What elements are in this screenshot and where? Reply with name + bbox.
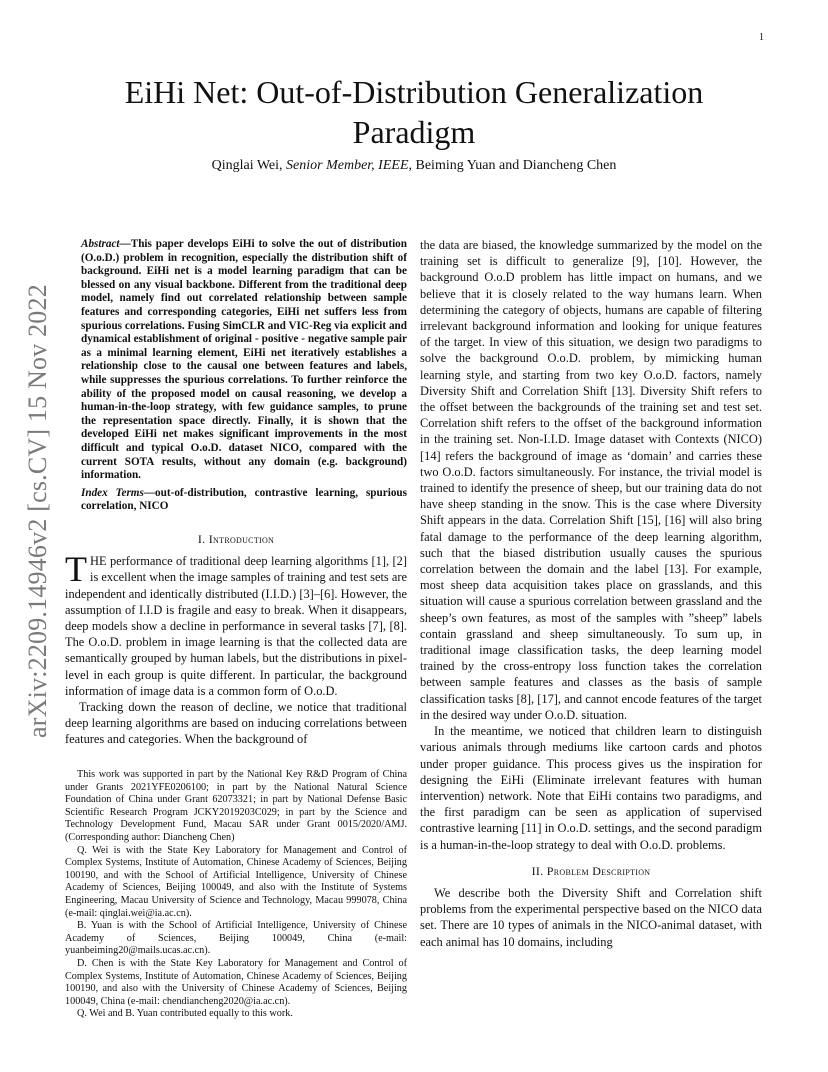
paper-title: EiHi Net: Out-of-Distribution Generalization Paradigm [124, 74, 704, 150]
right-paragraph-1: the data are biased, the knowledge summarized by the model on the training set is difficult to generalize [9], [10]. However, the background O.o.D problem has little impact on humans, and we believe that it is closely related to the way humans learn. When determining the category of objects, humans are capable of filtering irrelevant background information and looking for unique features of the target. In view of this situation, we design two paradigms to solve the background O.o.D. problem, by mimicking human learning style, and starting from two key O.o.D. factors, namely Diversity Shift and Correlation Shift [13]. Diversity Shift refers to the offset between the backgrounds of the training set and test set. Correlation shift refers to the offset of the background information in the training set. Non-I.I.D. Image dataset with Contexts (NICO) [14] refers the background of image as ‘domain’ and carries these two O.o.D. factors simultaneously. For instance, the trivial model is trained to identify the presence of sheep, but our training data do not have sheep standing in the snow. This is the case where Diversity Shift appears in the data. Correlation Shift [15], [16] will also bring fatal damage to the performance of the deep learning algorithm, such that the biased distribution usually causes the spurious correlation between the domain and the label [13]. For example, most sheep data acquisition takes place on grasslands, and this situation will cause a spurious correlation between grassland and the sheep’s own features, as most of the samples with ”sheep” labels contain grassland and sheep simultaneously. To sum up, in traditional image classification tasks, the deep learning model trained by the cross-entropy loss function takes the correlation between sample features and classes as the basis of sample classification tasks [8], [17], and cannot encode features of the target in the desired way under O.o.D. situation. [420, 238, 762, 722]
right-column [420, 237, 762, 950]
footnote-equal: Q. Wei and B. Yuan contributed equally to this work. [77, 1008, 293, 1020]
index-terms-text: —out-of-distribution, contrastive learning, spurious correlation, NICO [81, 486, 407, 513]
footnotes [65, 769, 407, 1021]
footnote-chen: D. Chen is with the State Key Laboratory for Management and Control of Complex Systems, Institute of Automation, Chinese Academy of Sciences, Beijing 100190, and also with the University of Chinese Academy of Sciences, Beijing 100049, China (e-mail: chendiancheng2020@ia.ac.cn). [65, 957, 407, 1007]
index-terms-lead: Index Terms [81, 486, 144, 499]
problem-paragraph-1: We describe both the Diversity Shift and Correlation shift problems from the experimental perspective based on the NICO data set. There are 10 types of animals in the NICO-animal dataset, with each animal has 10 domains, including [420, 885, 762, 949]
author-line [0, 158, 828, 174]
author-rest: Beiming Yuan and Diancheng Chen [415, 158, 617, 173]
author-first: Qinglai Wei, [211, 158, 283, 173]
right-paragraph-2: In the meantime, we noticed that children learn to distinguish various animals through mediums like cartoon cards and photos under proper guidance. This process gives us the inspiration for designing the EiHi (Eliminate irrelevant features with human intervention) network. Note that EiHi contains two paradigms, and the first paradigm can be seen as application of supervised contrastive learning [11] in O.o.D. settings, and the second paradigm is a human-in-the-loop strategy to deal with O.o.D. problems. [420, 724, 762, 852]
author-first-role: Senior Member, IEEE, [286, 158, 412, 173]
footnote-yuan: B. Yuan is with the School of Artificial Intelligence, University of Chinese Academy of Sciences, Beijing 100049, China (e-mail: yuanbeiming20@mails.ucas.ac.cn). [65, 920, 407, 957]
footnote-funding: This work was supported in part by the National Key R&D Program of China under Grants 2021YFE0206100; in part by the National Natural Science Foundation of China under Grant 62073321; in part by National Defense Basic Scientific Research Program JCKY2019203C029; in part by the Science and Technology Development Fund, Macau SAR under Grant 0015/2020/AMJ. (Corresponding author: Diancheng Chen) [65, 769, 407, 843]
introduction-section [65, 531, 407, 748]
intro-paragraph-1: HE performance of traditional deep learning algorithms [1], [2] is excellent when the image samples of training and test sets are independent and identically distributed (I.I.D.) [3]–[6]. However, the assumption of I.I.D is fragile and easy to break. When it disappears, deep models show a decline in performance in several tasks [7], [8]. The O.o.D. problem in image learning is that the collected data are semantically grouped by human labels, but the distributions in pixel-level in each group is quite different. In particular, the background information of image data is a common form of O.o.D. [65, 554, 407, 698]
footnote-wei: Q. Wei is with the State Key Laboratory for Management and Control of Complex Systems, Institute of Automation, Chinese Academy of Sciences, Beijing 100190, and with the School of Artificial Intelligence, University of Chinese Academy of Sciences, Beijing 100049, and also with the Institute of Systems Engineering, Macau University of Science and Technology, Macau 999078, China (e-mail: qinglai.wei@ia.ac.cn). [65, 844, 407, 919]
abstract-lead: Abstract [81, 238, 120, 250]
intro-dropcap: T [65, 549, 87, 590]
intro-paragraph-2: Tracking down the reason of decline, we notice that traditional deep learning algorithms are based on inducing correlations between features and categories. When the background of [65, 700, 407, 747]
abstract-block [65, 238, 407, 514]
page-number: 1 [759, 32, 764, 43]
introduction-heading: I. Introduction [197, 532, 275, 546]
abstract-text: —This paper develops EiHi to solve the out of distribution (O.o.D.) problem in recognition, especially the distribution shift of background. EiHi net is a model learning paradigm that can be blessed on any visual backbone. Different from the traditional deep model, namely find out correlated relationship between sample features and corresponding categories, EiHi net suffers less from spurious correlations. Fusing SimCLR and VIC-Reg via explicit and dynamical establishment of original - positive - negative sample pair as a minimal learning element, EiHi net iteratively establishes a relationship close to the causal one between features and labels, while suppresses the spurious correlations. To further reinforce the ability of the proposed model on causal reasoning, we develop a human-in-the-loop strategy, with few guidance samples, to prune the representation space directly. Finally, it is shown that the developed EiHi net makes significant improvements in the most difficult and typical O.o.D. dataset NICO, compared with the current SOTA results, without any domain (e.g. background) information. [81, 238, 407, 482]
arxiv-stamp[interactable]: arXiv:2209.14946v2 [cs.CV] 15 Nov 2022 [23, 284, 52, 738]
problem-heading: II. Problem Description [531, 863, 651, 878]
